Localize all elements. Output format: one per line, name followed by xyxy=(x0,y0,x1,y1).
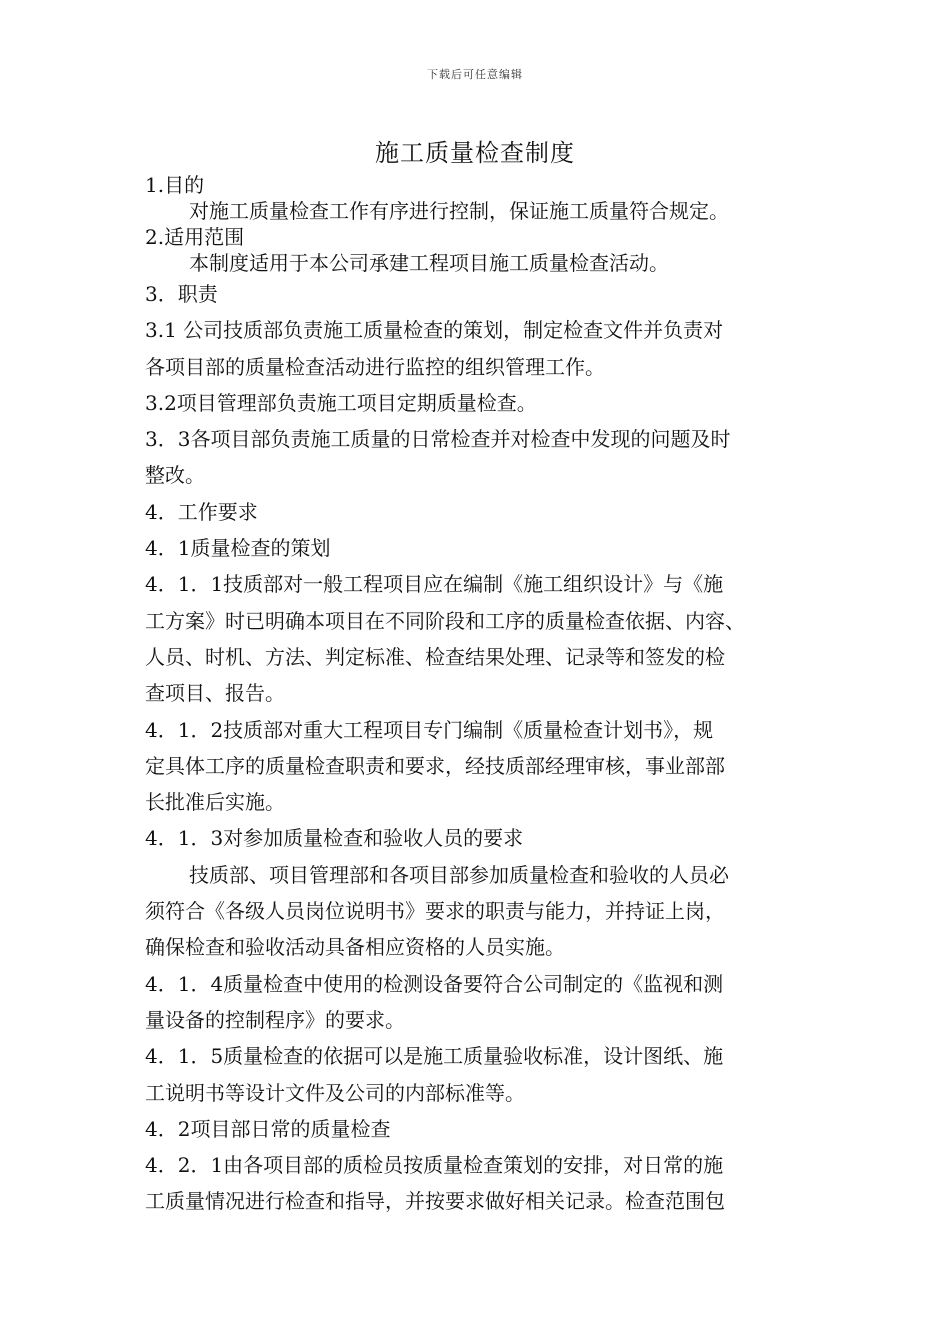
paragraph-line: 对施工质量检查工作有序进行控制，保证施工质量符合规定。 xyxy=(189,199,729,223)
paragraph-line: 整改。 xyxy=(145,463,205,488)
paragraph-line: 4．1．2技质部对重大工程项目专门编制《质量检查计划书》，规 xyxy=(145,717,714,742)
paragraph-line: 各项目部的质量检查活动进行监控的组织管理工作。 xyxy=(145,354,605,379)
document-title: 施工质量检查制度 xyxy=(375,139,575,167)
paragraph-line: 3．3各项目部负责施工质量的日常检查并对检查中发现的问题及时 xyxy=(145,427,731,452)
paragraph-line: 2.适用范围 xyxy=(145,225,245,249)
paragraph-line: 本制度适用于本公司承建工程项目施工质量检查活动。 xyxy=(189,251,669,275)
paragraph-line: 长批准后实施。 xyxy=(145,790,285,815)
paragraph-line: 4．1．5质量检查的依据可以是施工质量验收标准，设计图纸、施 xyxy=(145,1044,724,1069)
paragraph-line: 4．2．1由各项目部的质检员按质量检查策划的安排，对日常的施 xyxy=(145,1153,724,1178)
paragraph-line: 工质量情况进行检查和指导，并按要求做好相关记录。检查范围包 xyxy=(145,1189,725,1214)
paragraph-line: 3．职责 xyxy=(145,282,218,306)
paragraph-line: 4．1．4质量检查中使用的检测设备要符合公司制定的《监视和测 xyxy=(145,971,724,996)
paragraph-line: 人员、时机、方法、判定标准、检查结果处理、记录等和签发的检 xyxy=(145,644,725,669)
document-body xyxy=(145,172,825,1220)
paragraph-line: 确保检查和验收活动具备相应资格的人员实施。 xyxy=(145,935,565,960)
paragraph-line: 4．1．3对参加质量检查和验收人员的要求 xyxy=(145,826,524,851)
paragraph-line: 3.1 公司技质部负责施工质量检查的策划，制定检查文件并负责对 xyxy=(145,318,724,343)
paragraph-line: 4．1质量检查的策划 xyxy=(145,536,331,561)
paragraph-line: 量设备的控制程序》的要求。 xyxy=(145,1007,405,1032)
paragraph-line: 查项目、报告。 xyxy=(145,681,285,706)
header-note: 下载后可任意编辑 xyxy=(427,68,523,81)
paragraph-line: 技质部、项目管理部和各项目部参加质量检查和验收的人员必 xyxy=(189,862,729,887)
paragraph-line: 工方案》时已明确本项目在不同阶段和工序的质量检查依据、内容、 xyxy=(145,608,745,633)
paragraph-line: 4．1．1技质部对一般工程项目应在编制《施工组织设计》与《施 xyxy=(145,572,724,597)
paragraph-line: 3.2项目管理部负责施工项目定期质量检查。 xyxy=(145,390,537,415)
paragraph-line: 工说明书等设计文件及公司的内部标准等。 xyxy=(145,1080,525,1105)
paragraph-line: 1.目的 xyxy=(145,173,205,197)
paragraph-line: 定具体工序的质量检查职责和要求，经技质部经理审核，事业部部 xyxy=(145,753,725,778)
paragraph-line: 须符合《各级人员岗位说明书》要求的职责与能力，并持证上岗， xyxy=(145,899,725,924)
paragraph-line: 4．2项目部日常的质量检查 xyxy=(145,1116,391,1141)
paragraph-line: 4．工作要求 xyxy=(145,499,258,524)
